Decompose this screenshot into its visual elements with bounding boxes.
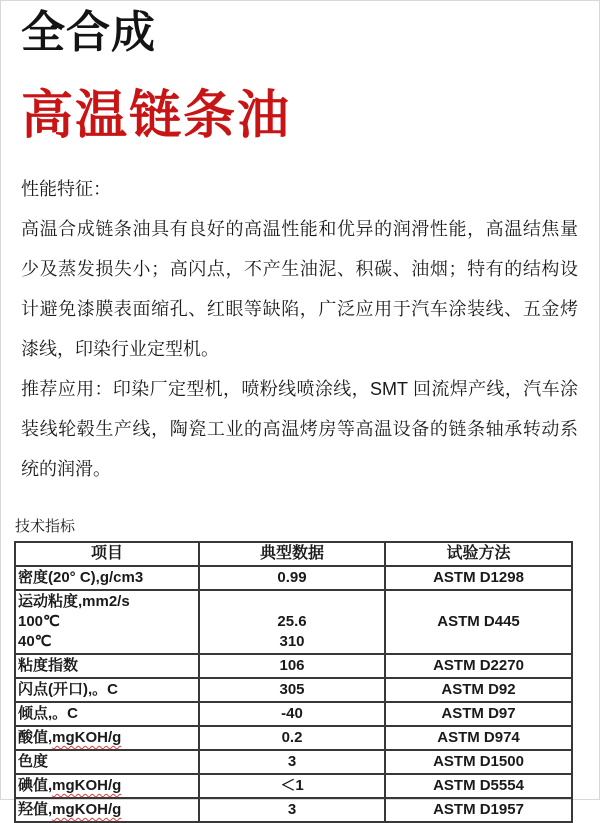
spec-row-viscosity-index — [15, 654, 572, 678]
spec-row-flash-point — [15, 678, 572, 702]
spec-label: 倾点,。C — [15, 702, 199, 726]
spec-value: -40 — [199, 702, 385, 726]
spec-method: ASTM D92 — [385, 678, 572, 702]
spec-value: 0.2 — [199, 726, 385, 750]
spec-row-iodine-value — [15, 774, 572, 798]
spec-method: ASTM D2270 — [385, 654, 572, 678]
col-header-typical: 典型数据 — [199, 542, 385, 566]
specs-table — [14, 541, 573, 823]
spec-row-density — [15, 566, 572, 590]
spec-row-pour-point — [15, 702, 572, 726]
body-text-block — [21, 169, 578, 489]
spec-label-prefix: 碘值, — [18, 777, 53, 794]
spec-method: ASTM D5554 — [385, 774, 572, 798]
spec-method: ASTM D1957 — [385, 798, 572, 822]
spec-row-acid-value — [15, 726, 572, 750]
spec-value — [199, 590, 385, 654]
spec-value: 3 — [199, 798, 385, 822]
viscosity-value-line2: 25.6 — [277, 613, 307, 630]
spec-value: 106 — [199, 654, 385, 678]
page-title-black: 全合成 — [21, 8, 156, 57]
spec-method: ASTM D1298 — [385, 566, 572, 590]
spec-value: 305 — [199, 678, 385, 702]
viscosity-value-line3: 310 — [279, 633, 305, 650]
col-header-method: 试验方法 — [385, 542, 572, 566]
performance-paragraph: 高温合成链条油具有良好的高温性能和优异的润滑性能，高温结焦量少及蒸发损失小；高闪点，不产生油泥、积碳、油烟；特有的结构设计避免漆膜表面缩孔、红眼等缺陷，广泛应用于汽车涂装线、五金烤漆线，印染行业定型机。 — [21, 219, 578, 359]
viscosity-value-line1 — [202, 592, 382, 612]
spec-label-prefix: 酸值, — [18, 729, 53, 746]
spec-label-prefix: 羟值, — [18, 801, 53, 818]
spec-method: ASTM D1500 — [385, 750, 572, 774]
spec-label-unit: mgKOH/g — [52, 801, 122, 818]
spec-label-unit: mgKOH/g — [52, 729, 122, 746]
performance-heading: 性能特征： — [21, 179, 111, 199]
application-paragraph: 推荐应用：印染厂定型机，喷粉线喷涂线，SMT 回流焊产线，汽车涂装线轮毂生产线，陶瓷工业的高温烤房等高温设备的链条轴承转动系统的润滑。 — [21, 379, 578, 479]
spec-label — [15, 774, 199, 798]
spec-value: 0.99 — [199, 566, 385, 590]
specs-header-row — [15, 542, 572, 566]
spec-label: 色度 — [15, 750, 199, 774]
spec-label — [15, 726, 199, 750]
viscosity-label-line3: 40℃ — [18, 633, 52, 650]
col-header-item: 项目 — [15, 542, 199, 566]
spec-row-color — [15, 750, 572, 774]
spec-value: ＜1 — [199, 774, 385, 798]
spec-value: 3 — [199, 750, 385, 774]
spec-label: 闪点(开口),。C — [15, 678, 199, 702]
page-title-red: 高温链条油 — [21, 87, 292, 145]
spec-row-hydroxyl-value — [15, 798, 572, 822]
spec-label: 粘度指数 — [15, 654, 199, 678]
spec-method: ASTM D445 — [385, 590, 572, 654]
spec-method: ASTM D97 — [385, 702, 572, 726]
spec-label-unit: mgKOH/g — [52, 777, 122, 794]
specs-heading: 技术指标 — [15, 518, 76, 535]
viscosity-label-line1: 运动粘度,mm2/s — [18, 593, 130, 610]
spec-label — [15, 590, 199, 654]
spec-label: 密度(20° C),g/cm3 — [15, 566, 199, 590]
spec-row-viscosity — [15, 590, 572, 654]
spec-label — [15, 798, 199, 822]
viscosity-label-line2: 100℃ — [18, 613, 60, 630]
spec-method: ASTM D974 — [385, 726, 572, 750]
